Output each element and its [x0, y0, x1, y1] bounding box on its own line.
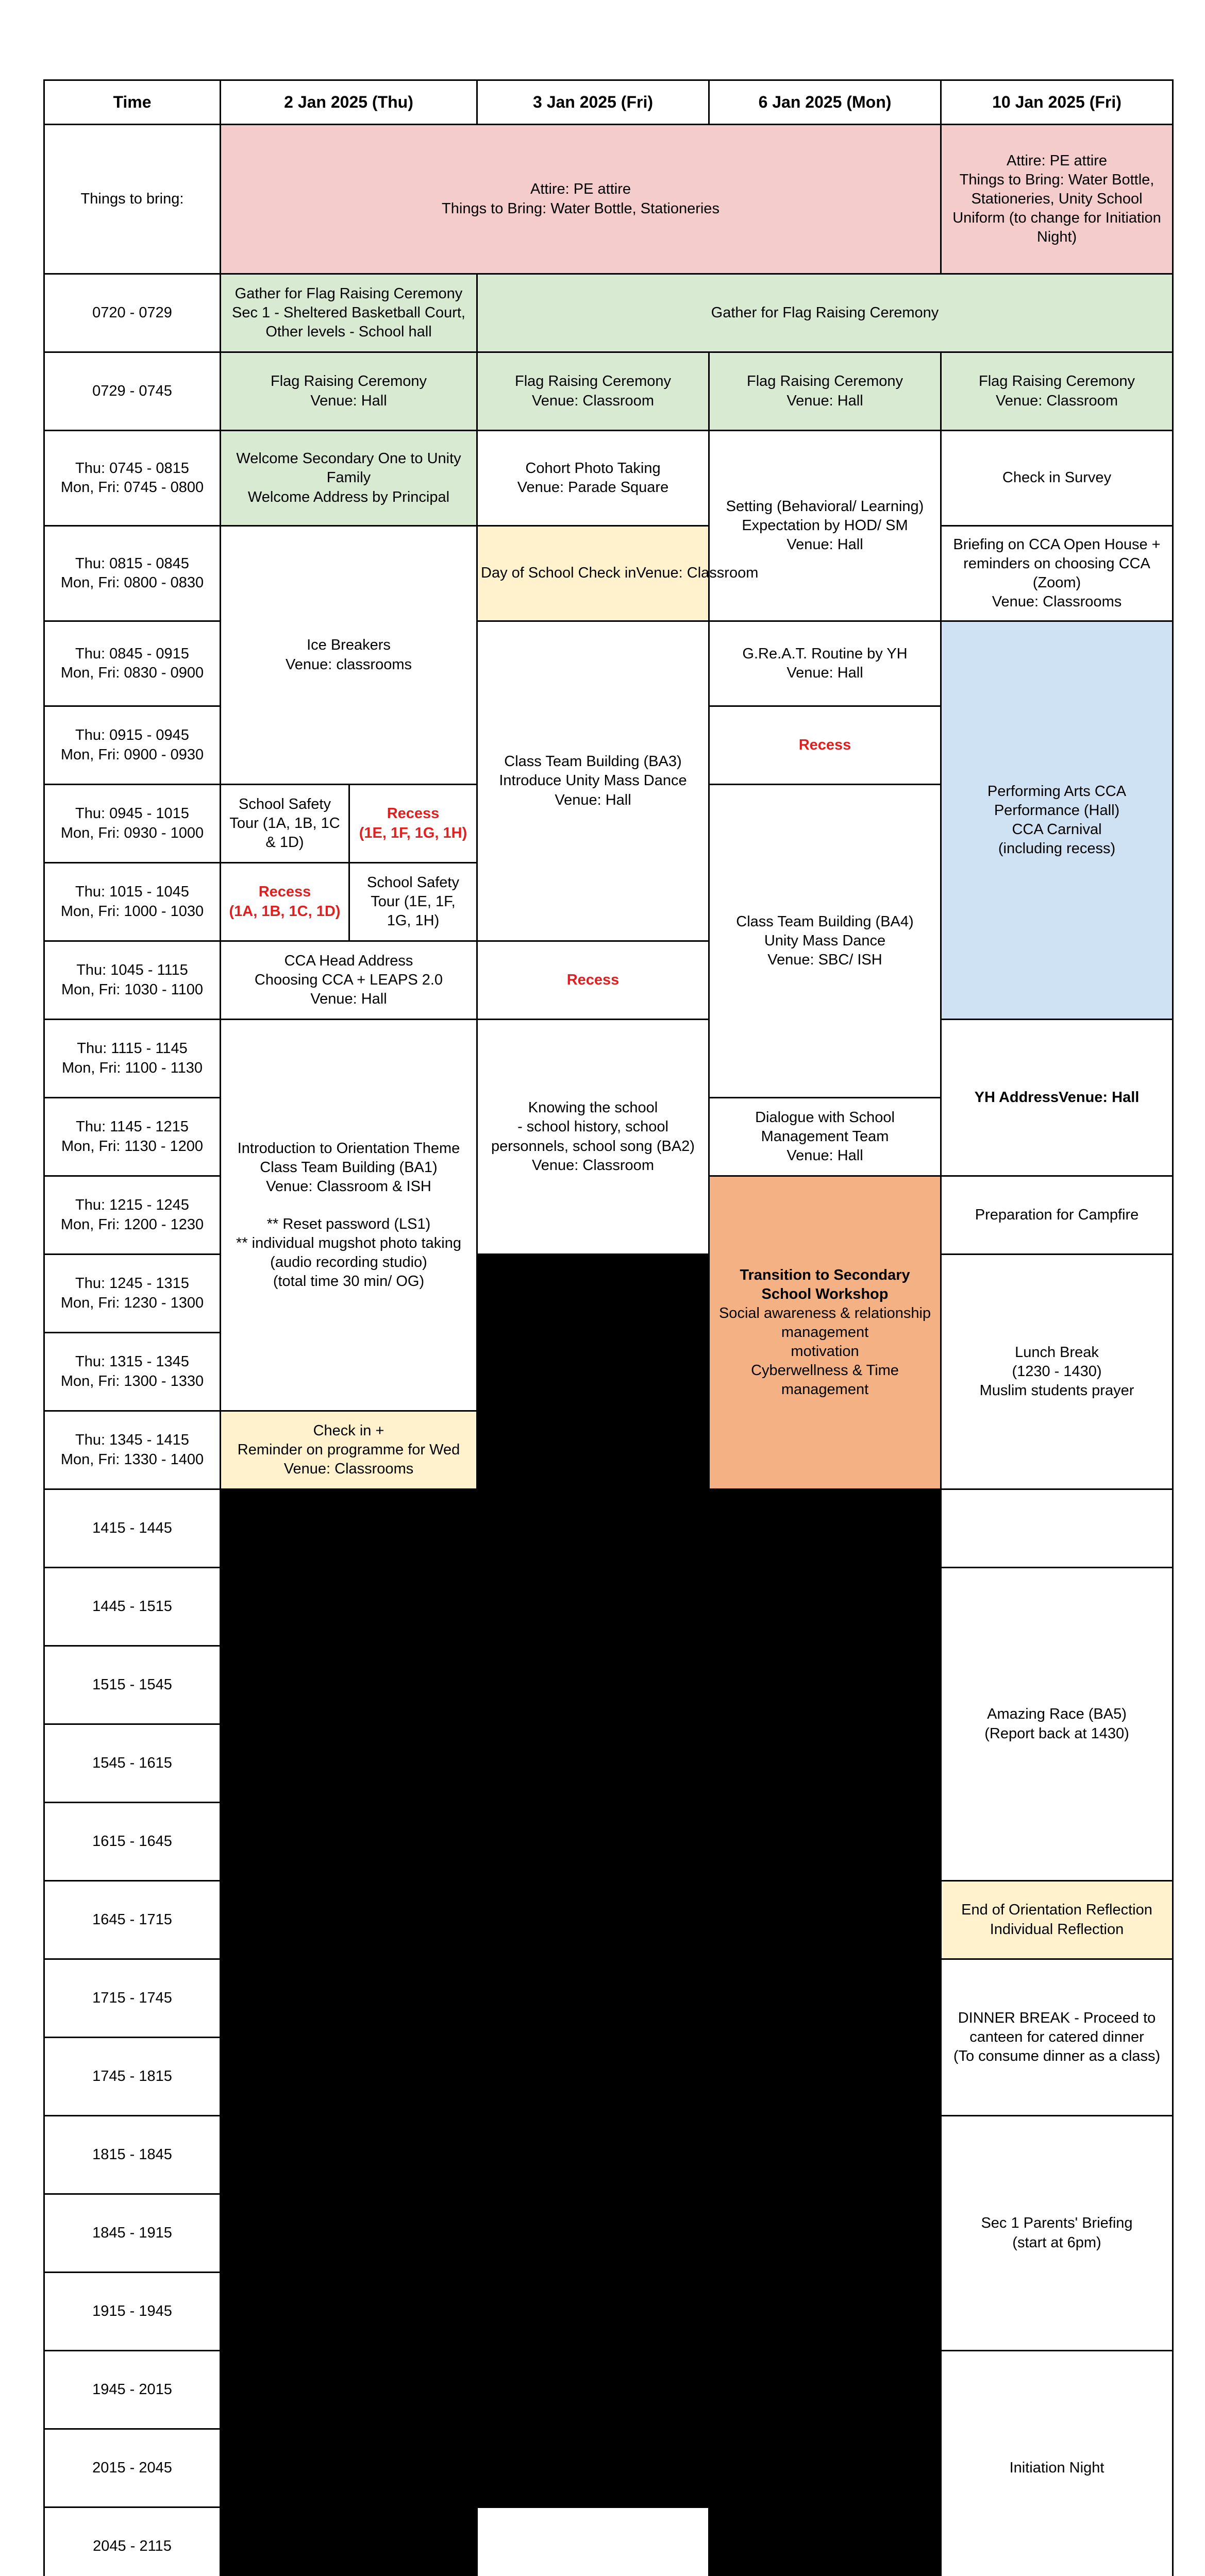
time-label: Thu: 1045 - 1115 Mon, Fri: 1030 - 1100	[44, 941, 221, 1020]
time-label: 1445 - 1515	[44, 1568, 221, 1646]
time-label: 2015 - 2045	[44, 2429, 221, 2507]
schedule-row	[44, 621, 1173, 706]
end-of-orientation-reflection-cell: End of Orientation Reflection Individual Reflection	[941, 1881, 1173, 1959]
welcome-cell: Welcome Secondary One to Unity Family Welcome Address by Principal	[221, 431, 477, 526]
campfire-prep-cell: Preparation for Campfire	[941, 1176, 1173, 1255]
initiation-night-cell: Initiation Night	[941, 2351, 1173, 2576]
recess-day2-cell: Recess	[477, 941, 709, 1020]
performing-arts-cca-cell: Performing Arts CCA Performance (Hall) CCA Carnival (including recess)	[941, 621, 1173, 1020]
school-safety-tour-efgh-cell: School Safety Tour (1E, 1F, 1G, 1H)	[349, 863, 477, 941]
time-label: Thu: 1115 - 1145 Mon, Fri: 1100 - 1130	[44, 1020, 221, 1098]
schedule-row	[44, 526, 1173, 621]
time-label: 1545 - 1615	[44, 1724, 221, 1803]
things-to-bring-row	[44, 125, 1173, 274]
header-day-2: 3 Jan 2025 (Fri)	[477, 80, 709, 125]
header-time: Time	[44, 80, 221, 125]
schedule-row	[44, 352, 1173, 431]
class-team-building-ba4-cell: Class Team Building (BA4) Unity Mass Dance Venue: SBC/ ISH	[709, 785, 941, 1098]
flag-raising-day2-cell: Flag Raising Ceremony Venue: Classroom	[477, 352, 709, 431]
things-to-bring-day4-cell: Attire: PE attire Things to Bring: Water Bottle, Stationeries, Unity School Uniform (to change for Initiation Night)	[941, 125, 1173, 274]
flag-raising-day3-cell: Flag Raising Ceremony Venue: Hall	[709, 352, 941, 431]
schedule-row	[44, 431, 1173, 526]
gather-other-days-cell: Gather for Flag Raising Ceremony	[477, 274, 1173, 352]
time-label: 1515 - 1545	[44, 1646, 221, 1724]
time-label: 1915 - 1945	[44, 2273, 221, 2351]
time-label: 1815 - 1845	[44, 2116, 221, 2194]
check-in-reminder-cell: Check in + Reminder on programme for Wed Venue: Classrooms	[221, 1411, 477, 1489]
schedule-row	[44, 1020, 1173, 1098]
time-label: Thu: 1015 - 1045 Mon, Fri: 1000 - 1030	[44, 863, 221, 941]
time-label: 1845 - 1915	[44, 2194, 221, 2273]
time-label: Thu: 1215 - 1245 Mon, Fri: 1200 - 1230	[44, 1176, 221, 1255]
time-label: Thu: 1315 - 1345 Mon, Fri: 1300 - 1330	[44, 1333, 221, 1411]
time-label: 1415 - 1445	[44, 1489, 221, 1568]
time-label: 1615 - 1645	[44, 1803, 221, 1881]
time-label: Thu: 0915 - 0945 Mon, Fri: 0900 - 0930	[44, 706, 221, 785]
time-label: 1715 - 1745	[44, 1959, 221, 2038]
empty-cell	[941, 1489, 1173, 1568]
header-day-4: 10 Jan 2025 (Fri)	[941, 80, 1173, 125]
schedule-row	[44, 274, 1173, 352]
recess-efgh-cell: Recess (1E, 1F, 1G, 1H)	[349, 785, 477, 863]
cca-head-address-cell: CCA Head Address Choosing CCA + LEAPS 2.0 Venue: Hall	[221, 941, 477, 1020]
ice-breakers-cell: Ice Breakers Venue: classrooms	[221, 526, 477, 785]
blocked-day3-cell	[709, 1489, 941, 2576]
time-label: Thu: 0815 - 0845 Mon, Fri: 0800 - 0830	[44, 526, 221, 621]
yh-address-cell: YH AddressVenue: Hall	[941, 1020, 1173, 1176]
setting-expectation-cell: Setting (Behavioral/ Learning) Expectation by HOD/ SM Venue: Hall	[709, 431, 941, 621]
time-label: 2045 - 2115	[44, 2507, 221, 2576]
time-label: 1945 - 2015	[44, 2351, 221, 2429]
flag-raising-day4-cell: Flag Raising Ceremony Venue: Classroom	[941, 352, 1173, 431]
blocked-day1-cell	[221, 1489, 477, 2576]
schedule-row	[44, 1255, 1173, 1333]
blocked-day2-cell	[477, 1255, 709, 2507]
introduction-orientation-cell: Introduction to Orientation Theme Class Team Building (BA1) Venue: Classroom & ISH ** Reset password (LS1) ** individual mugshot photo taking (audio recording studio) (total time 30 min/ OG)	[221, 1020, 477, 1411]
header-day-1: 2 Jan 2025 (Thu)	[221, 80, 477, 125]
transition-workshop-cell: Transition to Secondary School Workshop Social awareness & relationship management motivation Cyberwellness & Time management	[709, 1176, 941, 1489]
cohort-photo-cell: Cohort Photo Taking Venue: Parade Square	[477, 431, 709, 526]
time-label: Thu: 0845 - 0915 Mon, Fri: 0830 - 0900	[44, 621, 221, 706]
school-safety-tour-abcd-cell: School Safety Tour (1A, 1B, 1C & 1D)	[221, 785, 349, 863]
time-label: Thu: 1145 - 1215 Mon, Fri: 1130 - 1200	[44, 1098, 221, 1176]
check-in-survey-cell: Check in Survey	[941, 431, 1173, 526]
knowing-the-school-cell: Knowing the school - school history, school personnels, school song (BA2) Venue: Classroom	[477, 1020, 709, 1255]
gather-day1-cell: Gather for Flag Raising Ceremony Sec 1 - Sheltered Basketball Court, Other levels - School hall	[221, 274, 477, 352]
cca-briefing-cell: Briefing on CCA Open House + reminders on choosing CCA (Zoom) Venue: Classrooms	[941, 526, 1173, 621]
time-label: Thu: 0945 - 1015 Mon, Fri: 0930 - 1000	[44, 785, 221, 863]
amazing-race-cell: Amazing Race (BA5) (Report back at 1430)	[941, 1568, 1173, 1881]
time-label: Things to bring:	[44, 125, 221, 274]
dialogue-management-cell: Dialogue with School Management Team Venue: Hall	[709, 1098, 941, 1176]
class-team-building-ba3-cell: Class Team Building (BA3) Introduce Unity Mass Dance Venue: Hall	[477, 621, 709, 941]
time-label: 1745 - 1815	[44, 2038, 221, 2116]
parents-briefing-cell: Sec 1 Parents' Briefing (start at 6pm)	[941, 2116, 1173, 2351]
great-routine-cell: G.Re.A.T. Routine by YH Venue: Hall	[709, 621, 941, 706]
time-label: 1645 - 1715	[44, 1881, 221, 1959]
lunch-break-cell: Lunch Break (1230 - 1430) Muslim students prayer	[941, 1255, 1173, 1489]
recess-day3-cell: Recess	[709, 706, 941, 785]
time-label: Thu: 1245 - 1315 Mon, Fri: 1230 - 1300	[44, 1255, 221, 1333]
day-of-school-check-in-cell: Day of School Check inVenue: Classroom	[477, 526, 709, 621]
recess-abcd-cell: Recess (1A, 1B, 1C, 1D)	[221, 863, 349, 941]
dinner-break-cell: DINNER BREAK - Proceed to canteen for catered dinner (To consume dinner as a class)	[941, 1959, 1173, 2116]
header-day-3: 6 Jan 2025 (Mon)	[709, 80, 941, 125]
flag-raising-day1-cell: Flag Raising Ceremony Venue: Hall	[221, 352, 477, 431]
time-label: 0720 - 0729	[44, 274, 221, 352]
orientation-schedule-table	[43, 79, 1174, 2576]
time-label: Thu: 1345 - 1415 Mon, Fri: 1330 - 1400	[44, 1411, 221, 1489]
things-to-bring-cell: Attire: PE attire Things to Bring: Water Bottle, Stationeries	[221, 125, 941, 274]
time-label: 0729 - 0745	[44, 352, 221, 431]
time-label: Thu: 0745 - 0815 Mon, Fri: 0745 - 0800	[44, 431, 221, 526]
header-row	[44, 80, 1173, 125]
